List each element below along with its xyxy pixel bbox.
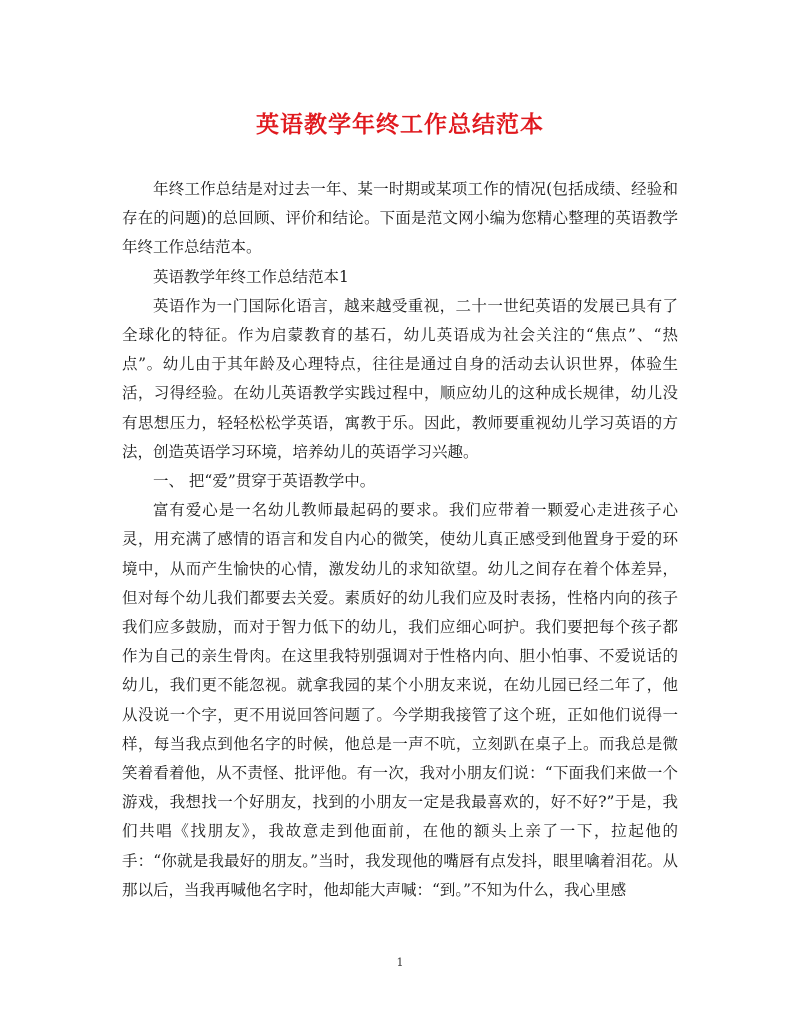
document-title: 英语教学年终工作总结范本 xyxy=(256,111,544,138)
document-body xyxy=(122,175,678,905)
subsection-heading: 一、 把“爱”贯穿于英语教学中。 xyxy=(153,472,376,491)
section-heading: 英语教学年终工作总结范本1 xyxy=(153,267,349,286)
body-paragraph: 英语作为一门国际化语言，越来越受重视，二十一世纪英语的发展已具有了全球化的特征。作为启蒙教育的基石，幼儿英语成为社会关注的“焦点”、“热点”。幼儿由于其年龄及心理特点，往往是通过自身的活动去认识世界，体验生活，习得经验。在幼儿英语教学实践过程中，顺应幼儿的这种成长规律，幼儿没有思想压力，轻轻松松学英语，寓教于乐。因此，教师要重视幼儿学习英语的方法，创造英语学习环境，培养幼儿的英语学习兴趣。 xyxy=(122,296,678,461)
intro-paragraph: 年终工作总结是对过去一年、某一时期或某项工作的情况(包括成绩、经验和存在的问题)的总回顾、评价和结论。下面是范文网小编为您精心整理的英语教学年终工作总结范本。 xyxy=(122,180,678,257)
body-paragraph: 富有爱心是一名幼儿教师最起码的要求。我们应带着一颗爱心走进孩子心灵，用充满了感情的语言和发自内心的微笑，使幼儿真正感受到他置身于爱的环境中，从而产生愉快的心情，激发幼儿的求知欲望。幼儿之间存在着个体差异，但对每个幼儿我们都要去关爱。素质好的幼儿我们应及时表扬，性格内向的孩子我们应多鼓励，而对于智力低下的幼儿，我们应细心呵护。我们要把每个孩子都作为自己的亲生骨肉。在这里我特别强调对于性格内向、胆小怕事、不爱说话的幼儿，我们更不能忽视。就拿我园的某个小朋友来说，在幼儿园已经二年了，他从没说一个字，更不用说回答问题了。今学期我接管了这个班，正如他们说得一样，每当我点到他名字的时候，他总是一声不吭，立刻趴在桌子上。而我总是微笑着看着他，从不责怪、批评他。有一次，我对小朋友们说：“下面我们来做一个游戏，我想找一个好朋友，找到的小朋友一定是我最喜欢的，好不好?”于是，我们共唱《找朋友》，我故意走到他面前，在他的额头上亲了一下，拉起他的手：“你就是我最好的朋友。”当时，我发现他的嘴唇有点发抖，眼里噙着泪花。从那以后，当我再喊他名字时，他却能大声喊：“到。”不知为什么，我心里感 xyxy=(122,501,678,899)
page-number: 1 xyxy=(396,956,404,969)
